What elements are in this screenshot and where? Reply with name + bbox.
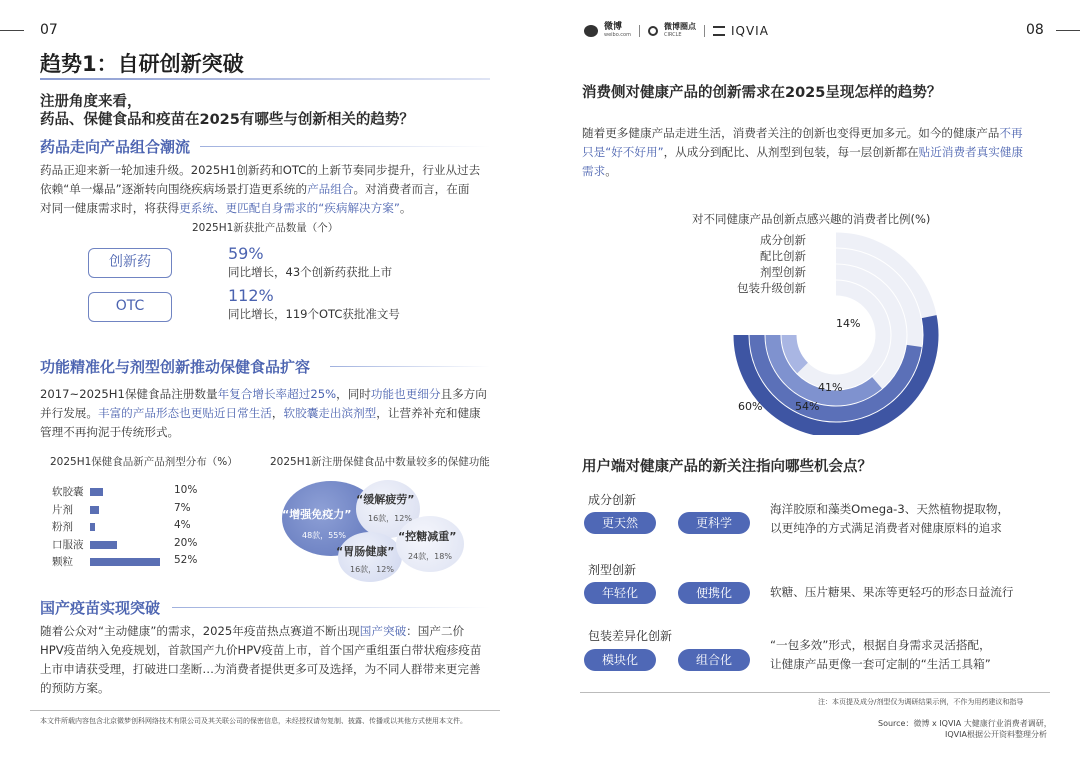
consumer-paragraph: 随着更多健康产品走进生活，消费者关注的创新也变得更加多元。如今的健康产品不再 只是“好不好用”，从成分到配比、从剂型到包装，每一层创新都在贴近消费者真实健康 需求。 <box>582 126 1024 178</box>
bar-category-label: 片剂 <box>52 503 73 516</box>
circle-logo-text: 微博圈点 CIRCLE <box>663 22 696 38</box>
title-underline <box>40 78 490 80</box>
right-top-rule <box>1056 30 1080 31</box>
bar <box>90 523 95 531</box>
ring-arc <box>789 335 803 368</box>
tag-modular: 模块化 <box>584 649 656 671</box>
left-top-rule <box>0 30 24 31</box>
right-footer-divider <box>580 692 1050 693</box>
vaccine-paragraph: 随着公众对“主动健康”的需求，2025年疫苗热点赛道不断出现国产突破：国产二价 HPV疫苗纳入免疫规划，首款国产九价HPV疫苗上市，首个国产重组蛋白带状疱疹疫苗 上市申请获受理，打破进口垄断…为消费者提供更多可及选择，为不同人群带来更完善 的预防方案。 <box>40 624 482 695</box>
section-heading-health-food: 功能精准化与剂型创新推动保健食品扩容 <box>40 358 311 376</box>
ring-category-label: 成分创新 <box>760 233 806 247</box>
page-title: 趋势1：自研创新突破 <box>40 52 244 76</box>
group-title-dosage: 剂型创新 <box>588 563 637 577</box>
dosage-chart-title: 2025H1保健食品新产品剂型分布（%） <box>50 456 238 468</box>
tag-more-scientific: 更科学 <box>678 512 750 534</box>
ring-category-label: 剂型创新 <box>760 265 806 279</box>
bubble-immunity-label: “增强免疫力” <box>282 508 352 521</box>
bubble-gut-detail: 16款，12% <box>350 565 394 574</box>
iqvia-logo-icon <box>713 26 725 36</box>
dosage-desc: 软糖、压片糖果、果冻等更轻巧的形态日益流行 <box>770 585 1014 599</box>
subtitle-line1: 注册角度来看， <box>40 94 142 110</box>
ring-value-label: 14% <box>836 317 861 330</box>
bar-value-label: 4% <box>174 519 191 531</box>
source-line2: IQVIA根据公开资料整理分析 <box>945 730 1047 739</box>
ring-value-label: 60% <box>738 400 763 413</box>
source-line1: Source：微博 x IQVIA 大健康行业消费者调研， <box>878 719 1052 728</box>
bar <box>90 541 117 549</box>
bar-value-label: 52% <box>174 554 198 566</box>
innovative-drug-pct: 59% <box>228 244 264 263</box>
tag-combined: 组合化 <box>678 649 750 671</box>
bubble-immunity-detail: 48款，55% <box>302 531 346 540</box>
section-heading-vaccine: 国产疫苗实现突破 <box>40 599 161 617</box>
confidentiality-footer: 本文件所载内容包含北京微梦创科网络技术有限公司及其关联公司的保密信息，未经授权请勿复制、披露、传播或以其他方式使用本文件。 <box>40 717 467 725</box>
packaging-desc: “一包多效”形式，根据自身需求灵活搭配， 让健康产品更像一套可定制的“生活工具箱” <box>770 638 991 671</box>
section-rule <box>172 607 490 608</box>
left-page-number: 07 <box>40 22 58 38</box>
subtitle-line2: 药品、保健食品和疫苗在2025有哪些与创新相关的趋势？ <box>40 112 414 128</box>
bar-value-label: 20% <box>174 536 198 549</box>
health-food-paragraph: 2017~2025H1保健食品注册数量年复合增长率超过25%，同时功能也更细分且多方向 并行发展。丰富的产品形态也更贴近日常生活，软胶囊走出滨剂型，让营养补充和健康 管理不再拘泥于传统形式。 <box>40 387 487 439</box>
ring-track <box>789 288 883 382</box>
group-title-ingredient: 成分创新 <box>588 493 637 507</box>
logo-separator <box>704 25 705 37</box>
iqvia-logo-text: IQVIA <box>730 24 769 38</box>
bar <box>90 506 99 514</box>
bubble-fatigue-detail: 16款，12% <box>368 514 412 523</box>
logo-bar <box>584 22 769 40</box>
bar-category-label: 粉剂 <box>52 521 73 533</box>
section-heading-drugs: 药品走向产品组合潮流 <box>40 138 191 156</box>
section-rule <box>330 366 490 367</box>
dosage-bar-chart <box>52 484 252 574</box>
donut-chart-title: 对不同健康产品创新点感兴趣的消费者比例(%) <box>692 212 931 226</box>
approval-chart-title: 2025H1新获批产品数量（个） <box>192 222 339 234</box>
right-page-number: 08 <box>1026 22 1044 38</box>
bar-category-label: 口服液 <box>52 538 84 551</box>
bar-category-label: 软胶囊 <box>52 486 84 498</box>
function-chart-title: 2025H1新注册保健食品中数量较多的保健功能 <box>270 456 490 468</box>
ring-category-label: 包装升级创新 <box>737 281 806 295</box>
tag-more-natural: 更天然 <box>584 512 656 534</box>
tag-portable: 便携化 <box>678 582 750 604</box>
otc-pct: 112% <box>228 286 274 305</box>
ring-category-label: 配比创新 <box>760 249 806 263</box>
bar-category-label: 颗粒 <box>52 556 73 568</box>
weibo-logo-icon <box>584 25 598 37</box>
disclaimer-note: 注：本页提及成分/剂型仅为调研结果示例，不作为用药建议和指导 <box>818 698 1024 706</box>
weibo-logo-text: 微博 weibo.com <box>604 22 631 38</box>
bubble-sugar-label: “控糖减重” <box>398 530 457 543</box>
bubble-gut-label: “胃肠健康” <box>336 545 395 558</box>
drugs-paragraph: 药品正迎来新一轮加速升级。2025H1创新药和OTC的上新节奏同步提升，行业从过去 依赖“单一爆品”逐渐转向围绕疾病场景打造更系统的产品组合。对消费者而言，在面 对同一健康需求时，将获得更系统、更匹配自身需求的“疾病解决方案”。 <box>40 163 481 215</box>
bar <box>90 558 160 566</box>
innovative-drug-box: 创新药 <box>88 248 172 278</box>
bubble-fatigue-label: “缓解疲劳” <box>356 493 415 506</box>
opportunity-question: 用户端对健康产品的新关注指向哪些机会点？ <box>582 459 872 475</box>
bar-value-label: 7% <box>174 501 191 514</box>
group-title-packaging: 包装差异化创新 <box>588 629 673 643</box>
ingredient-desc: 海洋胶原和藻类Omega-3、天然植物提取物， 以更纯净的方式满足消费者对健康原料的追求 <box>770 502 1010 535</box>
ring-value-label: 41% <box>818 381 843 394</box>
consumer-question: 消费侧对健康产品的创新需求在2025呈现怎样的趋势？ <box>582 85 942 101</box>
bar <box>90 488 103 496</box>
innovation-interest-radial-chart <box>700 225 1000 435</box>
section-rule <box>200 146 490 147</box>
footer-divider <box>30 710 500 711</box>
innovative-drug-desc: 同比增长，43个创新药获批上市 <box>228 265 393 279</box>
otc-box: OTC <box>88 292 172 322</box>
bar-value-label: 10% <box>174 484 198 496</box>
bubble-sugar <box>396 516 464 572</box>
logo-separator <box>639 25 640 37</box>
bubble-sugar-detail: 24款，18% <box>408 552 452 561</box>
circle-logo-icon <box>648 26 658 36</box>
ring-value-label: 54% <box>795 400 820 413</box>
tag-younger: 年轻化 <box>584 582 656 604</box>
otc-desc: 同比增长，119个OTC获批准文号 <box>228 307 400 321</box>
